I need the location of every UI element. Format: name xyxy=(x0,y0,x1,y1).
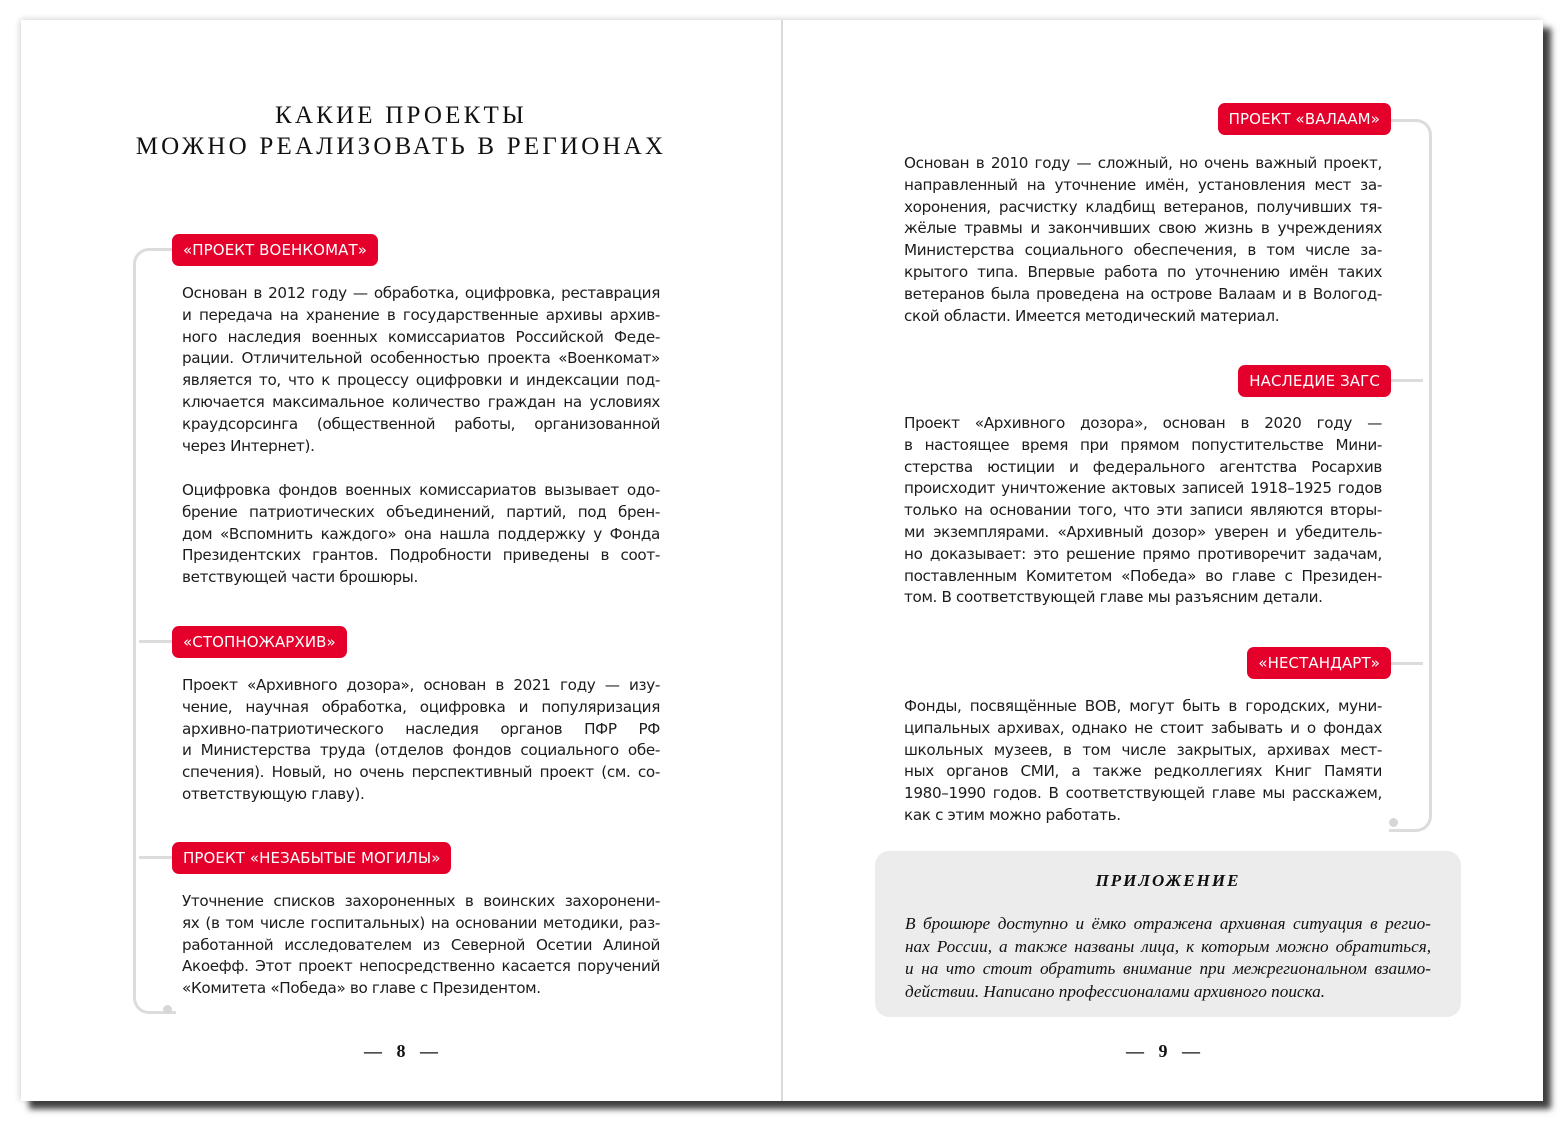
stopnozharkhiv-paragraph: Проект «Архивного дозора», основан в 2021 году — изу- чение, научная обработка, оцифровка и популяризация архивно-патриотического наследия органов ПФР РФ и Министерства труда (отделов фондов социального обе- спечения). Новый, но очень перспективный проект (см. со- ответствующую главу). xyxy=(182,676,660,803)
connector-line xyxy=(1389,662,1423,665)
appendix-text: В брошюре доступно и ёмко отражена архивная ситуация в регио- нах России, а также названы лица, к которым можно обратиться, и на что стоит обратить внимание при межрегиональном взаимо- действии. Написано профессионалами архивного поиска. xyxy=(905,914,1431,1001)
nestandart-paragraph: Фонды, посвящённые ВОВ, могут быть в городских, муни- ципальных архивах, однако не стоит забывать и о фондах школьных музеев, в том числе закрытых, архивах мест- ных органов СМИ, а также редколлегиях Книг Памяти 1980–1990 годов. В соответствующей главе мы расскажем, как с этим можно работать. xyxy=(904,697,1382,824)
connector-line xyxy=(139,640,173,643)
tag-proekt-valaam: ПРОЕКТ «ВАЛААМ» xyxy=(1218,103,1391,135)
appendix-box xyxy=(875,851,1461,1017)
title-line-2: МОЖНО РЕАЛИЗОВАТЬ В РЕГИОНАХ xyxy=(135,133,667,160)
tag-nezabytye-mogily: ПРОЕКТ «НЕЗАБЫТЫЕ МОГИЛЫ» xyxy=(172,842,451,874)
page-title xyxy=(21,100,781,162)
page-number: — 8 — xyxy=(364,1041,438,1061)
valaam-paragraph: Основан в 2010 году — сложный, но очень важный проект, направленный на уточнение имён, установления мест за- хоронения, расчистку кладбищ ветеранов, получивших тя- жёлые травмы и закончивших свою жизнь в учреждениях Министерства социального обеспечения, в том числе за- крытого типа. Впервые работа по уточнению имён таких ветеранов была проведена на острове Валаам и в Вологод- ской области. Имеется методический материал. xyxy=(904,154,1382,325)
connector-line xyxy=(1389,379,1423,382)
tag-proekt-voenkomat: «ПРОЕКТ ВОЕНКОМАТ» xyxy=(172,234,378,266)
nasledie-zags-paragraph: Проект «Архивного дозора», основан в 2020 году — в настоящее время при прямом попустительстве Мини- стерства юстиции и федерального агентства Росархив происходит уничтожение актовых записей 1918–1925 годов только на основании того, что эти записи являются вторы- ми экземплярами. «Архивный дозор» уверен и убедитель- но доказывает: это решение прямо противоречит задачам, поставленным Комитетом «Победа» во главе с Президен- том. В соответствующей главе мы разъясним детали. xyxy=(904,414,1382,607)
page-right xyxy=(783,20,1543,1101)
page-left xyxy=(21,20,781,1101)
voenkomat-paragraph-2: Оцифровка фондов военных комиссариатов вызывает одо- брение патриотических объединений, партий, под брен- дом «Вспомнить каждого» она нашла поддержку у Фонда Президентских грантов. Подробности приведены в соот- ветствующей части брошюры. xyxy=(182,481,660,587)
voenkomat-paragraph-1: Основан в 2012 году — обработка, оцифровка, реставрация и передача на хранение в государственные архивы архив- ного наследия военных комиссариатов Российской Феде- рации. Отличительной особенностью проекта «Военкомат» является то, что к процессу оцифровки и индексации под- ключается максимальное количество граждан на условиях краудсорсинга (общественной работы, организованной через Интернет). xyxy=(182,284,660,455)
page-number: — 9 — xyxy=(1126,1041,1200,1061)
title-line-1: КАКИЕ ПРОЕКТЫ xyxy=(275,102,527,129)
rail-end-dot xyxy=(1389,818,1398,827)
appendix-title: ПРИЛОЖЕНИЕ xyxy=(1095,871,1241,890)
rail-end-dot xyxy=(163,1005,172,1014)
tag-stopnozharkhiv: «СТОПНОЖАРХИВ» xyxy=(172,626,347,658)
brochure-spread xyxy=(21,20,1543,1101)
nezabytye-mogily-paragraph: Уточнение списков захороненных в воинских захоронени- ях (в том числе госпитальных) на основании методики, раз- работанной исследователем из Северной Осетии Алиной Акоефф. Этот проект непосредственно касается поручений «Комитета «Победа» во главе с Президентом. xyxy=(182,892,660,998)
tag-nestandart: «НЕСТАНДАРТ» xyxy=(1247,647,1391,679)
connector-line xyxy=(139,856,173,859)
tag-nasledie-zags: НАСЛЕДИЕ ЗАГС xyxy=(1238,365,1391,397)
timeline-rail-right xyxy=(1389,119,1432,832)
timeline-rail-left xyxy=(133,248,176,1014)
